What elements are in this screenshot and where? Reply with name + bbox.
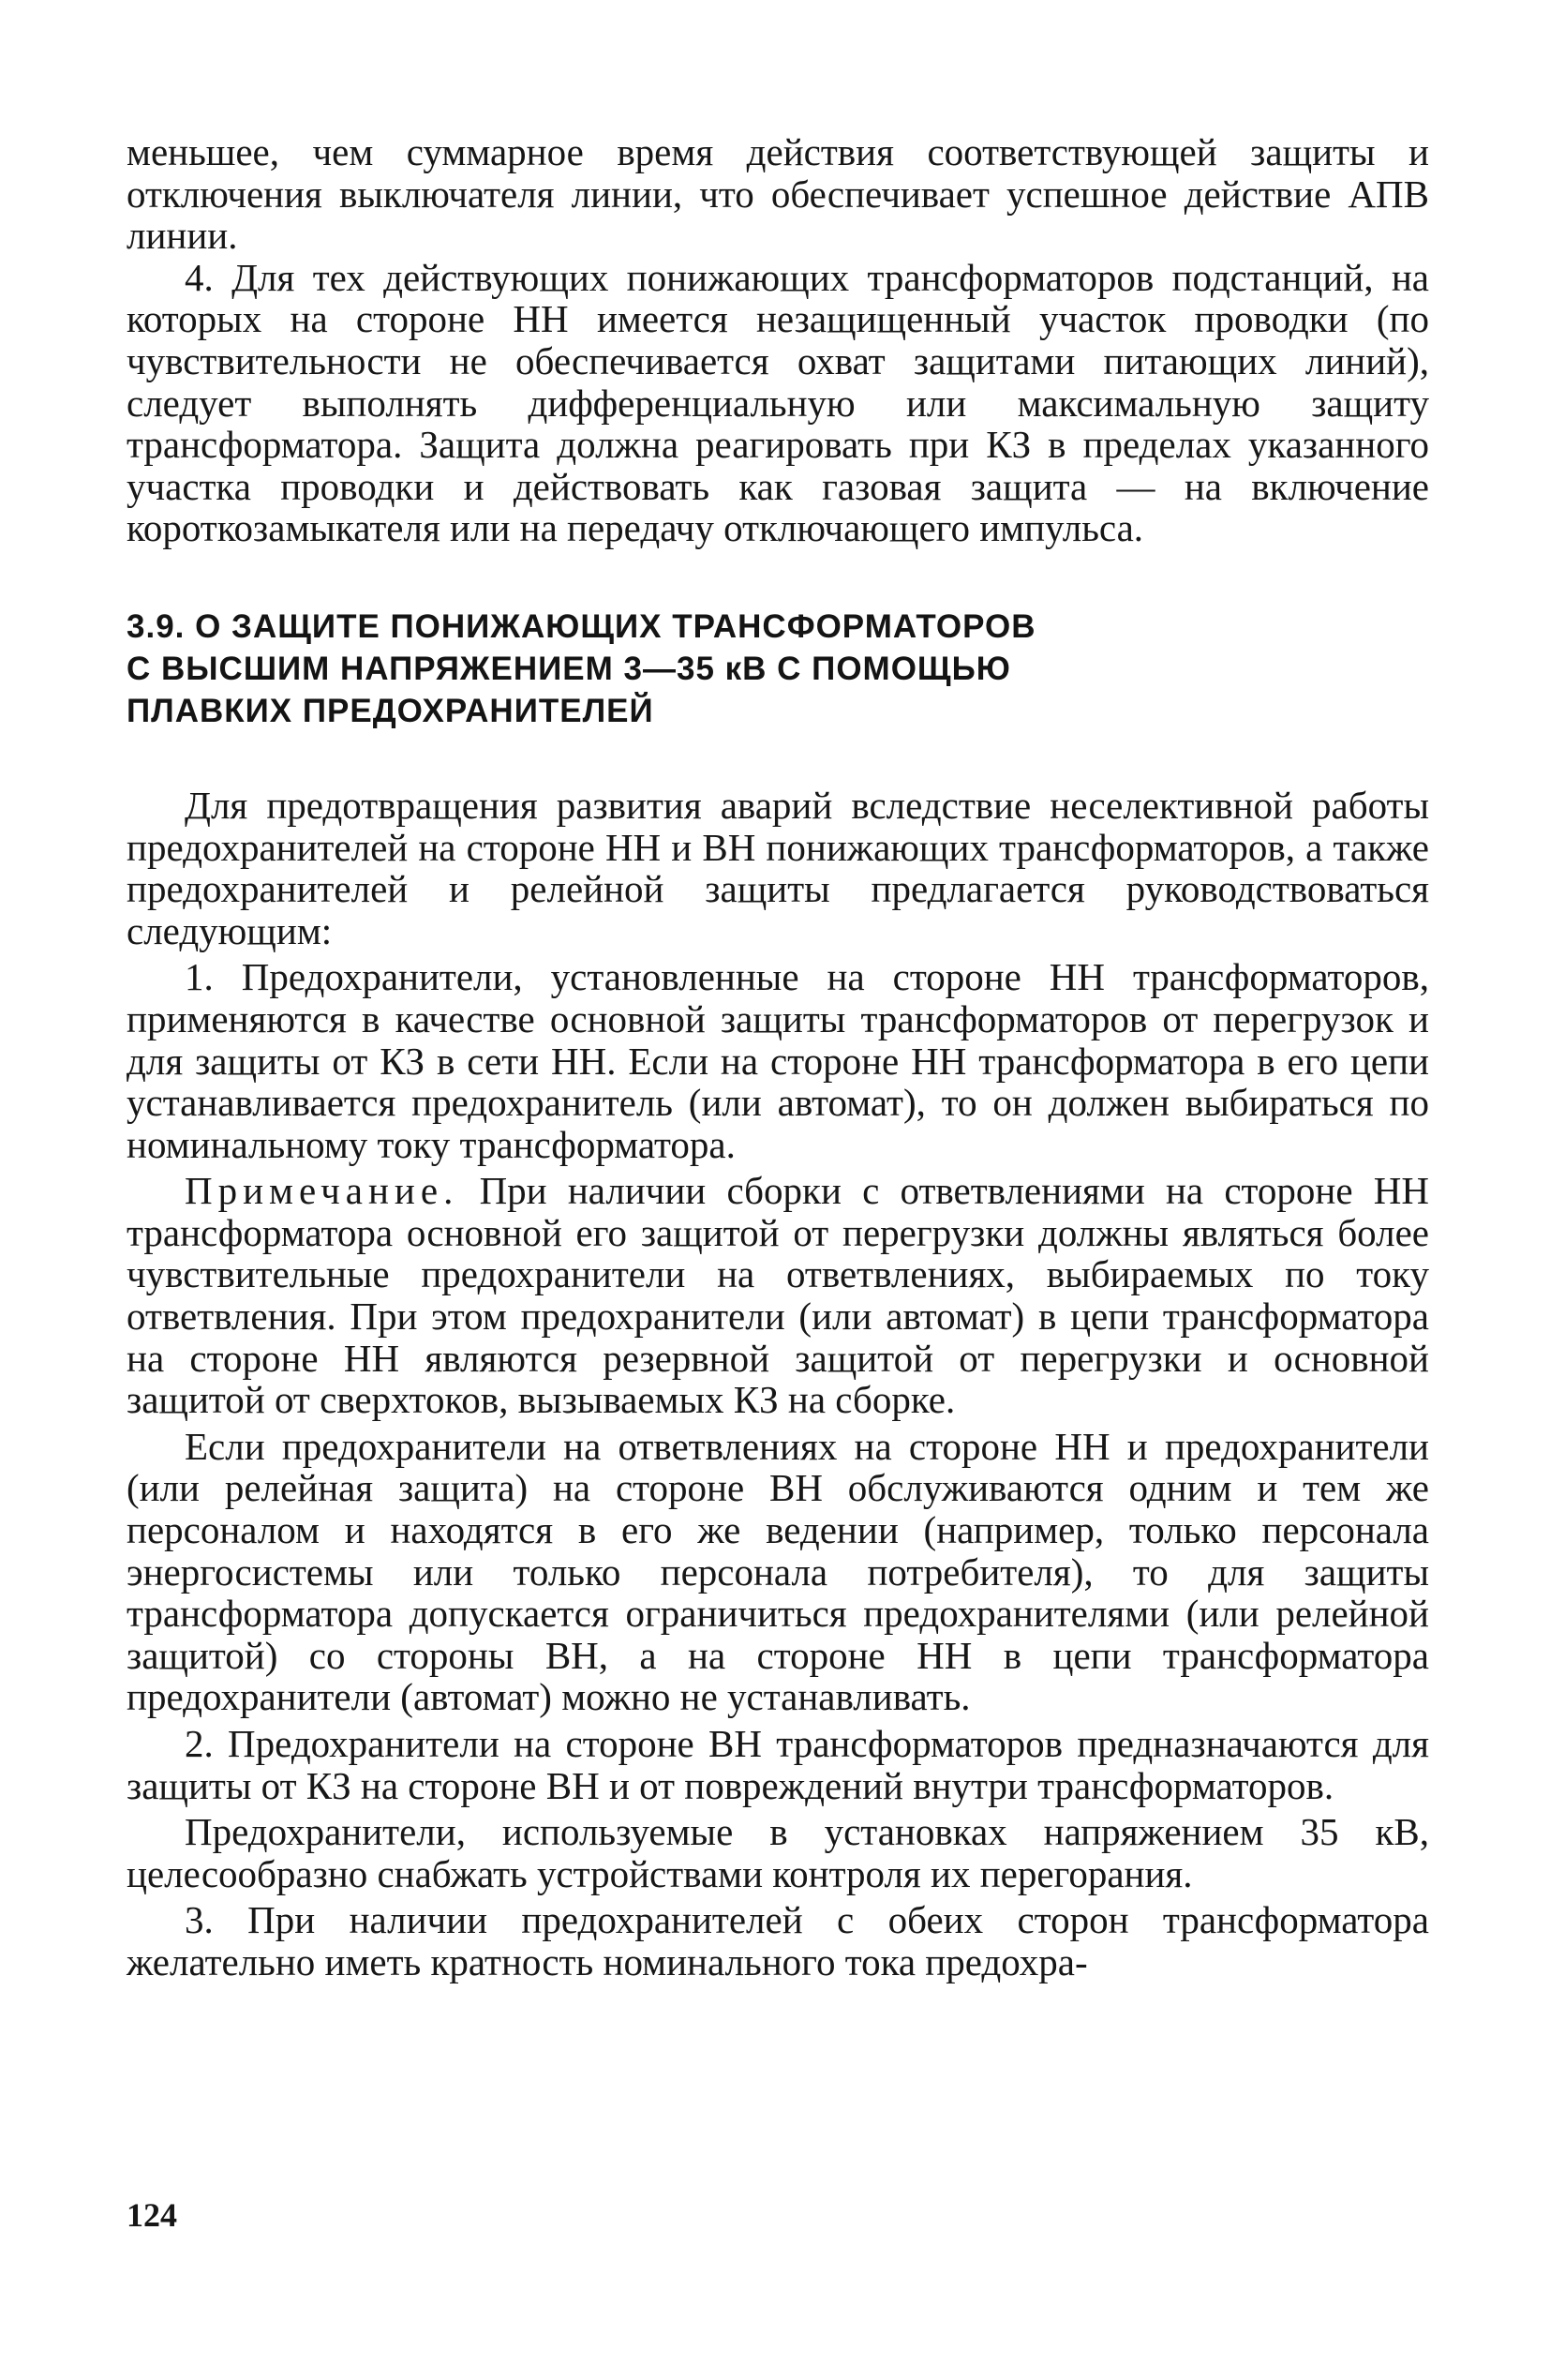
page-number: 124 — [127, 2196, 177, 2234]
list-item-4: 4. Для тех действующих понижающих трансформаторов подстанций, на которых на стороне НН имеется незащищенный участок проводки (по чувствительности не обеспечивается охват защитами питающих линий), следует выполнять дифференциальную или максимальную защиту трансформатора. Защита должна реагировать при КЗ в пределах указанного участка проводки и действовать как газовая защита — на включение короткозамыкателя или на передачу отключающего импульса. — [127, 255, 1429, 550]
list-item-1: 1. Предохранители, установленные на стороне НН трансформаторов, применяются в качестве основной защиты трансформаторов от перегрузок и для защиты от КЗ в сети НН. Если на стороне НН трансформатора в его цепи устанавливается предохранитель (или автомат), то он должен выбираться по номинальному току трансформатора. — [127, 955, 1429, 1166]
section-heading-line-3: ПЛАВКИХ ПРЕДОХРАНИТЕЛЕЙ — [127, 692, 654, 729]
section-heading-line-1: 3.9. О ЗАЩИТЕ ПОНИЖАЮЩИХ ТРАНСФОРМАТОРОВ — [127, 607, 1036, 645]
list-item-3: 3. При наличии предохранителей с обеих сторон трансформатора желательно иметь кратность номинального тока предохра- — [127, 1898, 1429, 1983]
section-intro-paragraph: Для предотвращения развития аварий вследствие неселективной работы предохранителей на стороне НН и ВН понижающих трансформаторов, а также предохранителей и релейной защиты предлагается руководствоваться следующим: — [127, 783, 1429, 952]
intro-paragraph: меньшее, чем суммарное время действия соответствующей защиты и отключения выключателя линии, что обеспечивает успешное действие АПВ линии. — [127, 130, 1429, 258]
section-heading-line-2: С ВЫСШИМ НАПРЯЖЕНИЕМ 3—35 кВ С ПОМОЩЬЮ — [127, 650, 1011, 687]
note-text: При наличии сборки с ответвлениями на стороне НН трансформатора основной его защитой от перегрузки должны являться более чувствительные предохранители на ответвлениях, выбираемых по току ответвления. При этом предохранители (или автомат) в цепи трансформатора на стороне НН являются резервной защитой от перегрузки и основной защитой от сверхтоков, вызываемых КЗ на сборке. — [127, 1169, 1430, 1422]
paragraph-if-fuses: Если предохранители на ответвлениях на стороне НН и предохранители (или релейная защита) на стороне ВН обслуживаются одним и тем же персоналом и находятся в его же ведении (например, только персонала энергосистемы или только персонала потребителя), то для защиты трансформатора допускается ограничиться предохранителями (или релейной защитой) со стороны ВН, а на стороне НН в цепи трансформатора предохранители (автомат) можно не устанавливать. — [127, 1424, 1429, 1719]
paragraph-35kv: Предохранители, используемые в установках напряжением 35 кВ, целесообразно снабжать устройствами контроля их перегорания. — [127, 1810, 1429, 1895]
section-heading — [127, 606, 1429, 732]
document-page — [127, 131, 1429, 1983]
note-paragraph — [127, 1170, 1429, 1421]
list-item-2: 2. Предохранители на стороне ВН трансформаторов предназначаются для защиты от КЗ на стороне ВН и от повреждений внутри трансформаторов. — [127, 1722, 1429, 1807]
note-label: Примечание. — [185, 1169, 459, 1213]
